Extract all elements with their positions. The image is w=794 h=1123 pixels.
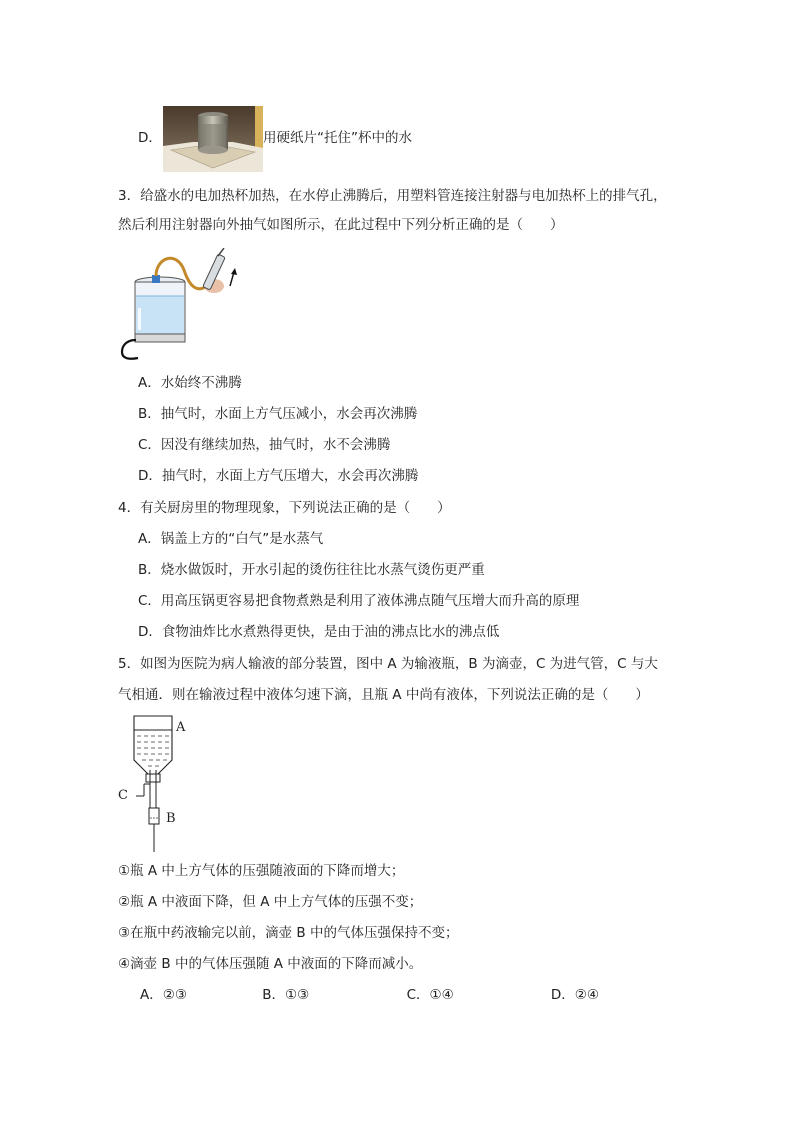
q4-option-d: D．食物油炸比水煮熟得更快，是由于油的沸点比水的沸点低 — [138, 624, 500, 640]
q5-stem-line2: 气相通．则在输液过程中液体匀速下滴，且瓶 A 中尚有液体，下列说法正确的是（ ） — [118, 687, 649, 703]
q2-option-d-letter: D． — [138, 130, 162, 146]
q2-option-d-text: 用硬纸片“托住”杯中的水 — [263, 130, 412, 146]
q5-statement-2: ②瓶 A 中液面下降，但 A 中上方气体的压强不变； — [118, 894, 423, 910]
q3-stem-line1: 3．给盛水的电加热杯加热，在水停止沸腾后，用塑料管连接注射器与电加热杯上的排气孔， — [118, 188, 667, 204]
q3-option-a: A．水始终不沸腾 — [138, 375, 242, 391]
q5-statement-3: ③在瓶中药液输完以前，滴壶 B 中的气体压强保持不变； — [118, 925, 459, 941]
q5-choices — [140, 985, 599, 1005]
q5-choice-b: B．①③ — [262, 987, 310, 1003]
kettle-syringe-figure-icon — [118, 248, 250, 366]
q3-option-d: D．抽气时，水面上方气压增大，水会再次沸腾 — [138, 468, 419, 484]
figure-label-c: C — [118, 788, 128, 803]
q5-choice-a: A．②③ — [140, 987, 187, 1003]
q3-option-b: B．抽气时，水面上方气压减小，水会再次沸腾 — [138, 406, 418, 422]
q4-option-a: A．锅盖上方的“白气”是水蒸气 — [138, 531, 324, 547]
q5-choice-d: D．②④ — [550, 987, 599, 1003]
iv-drip-diagram-icon — [114, 712, 194, 854]
q3-option-c: C．因没有继续加热，抽气时，水不会沸腾 — [138, 437, 391, 453]
q5-statement-1: ①瓶 A 中上方气体的压强随液面的下降而增大； — [118, 863, 405, 879]
q5-choice-c: C．①④ — [406, 987, 454, 1003]
q4-stem: 4．有关厨房里的物理现象，下列说法正确的是（ ） — [118, 500, 451, 516]
q3-stem-line2: 然后利用注射器向外抽气如图所示，在此过程中下列分析正确的是（ ） — [118, 217, 564, 233]
q4-option-b: B．烧水做饭时，开水引起的烫伤往往比水蒸气烫伤更严重 — [138, 562, 485, 578]
q5-statement-4: ④滴壶 B 中的气体压强随 A 中液面的下降而减小。 — [118, 956, 423, 972]
q5-stem-line1: 5．如图为医院为病人输液的部分装置，图中 A 为输液瓶，B 为滴壶，C 为进气管，C 与大 — [118, 656, 658, 672]
cup-with-card-photo-icon — [163, 106, 263, 172]
q4-option-c: C．用高压锅更容易把食物煮熟是利用了液体沸点随气压增大而升高的原理 — [138, 593, 580, 609]
figure-label-b: B — [166, 811, 176, 826]
figure-label-a: A — [176, 720, 186, 735]
